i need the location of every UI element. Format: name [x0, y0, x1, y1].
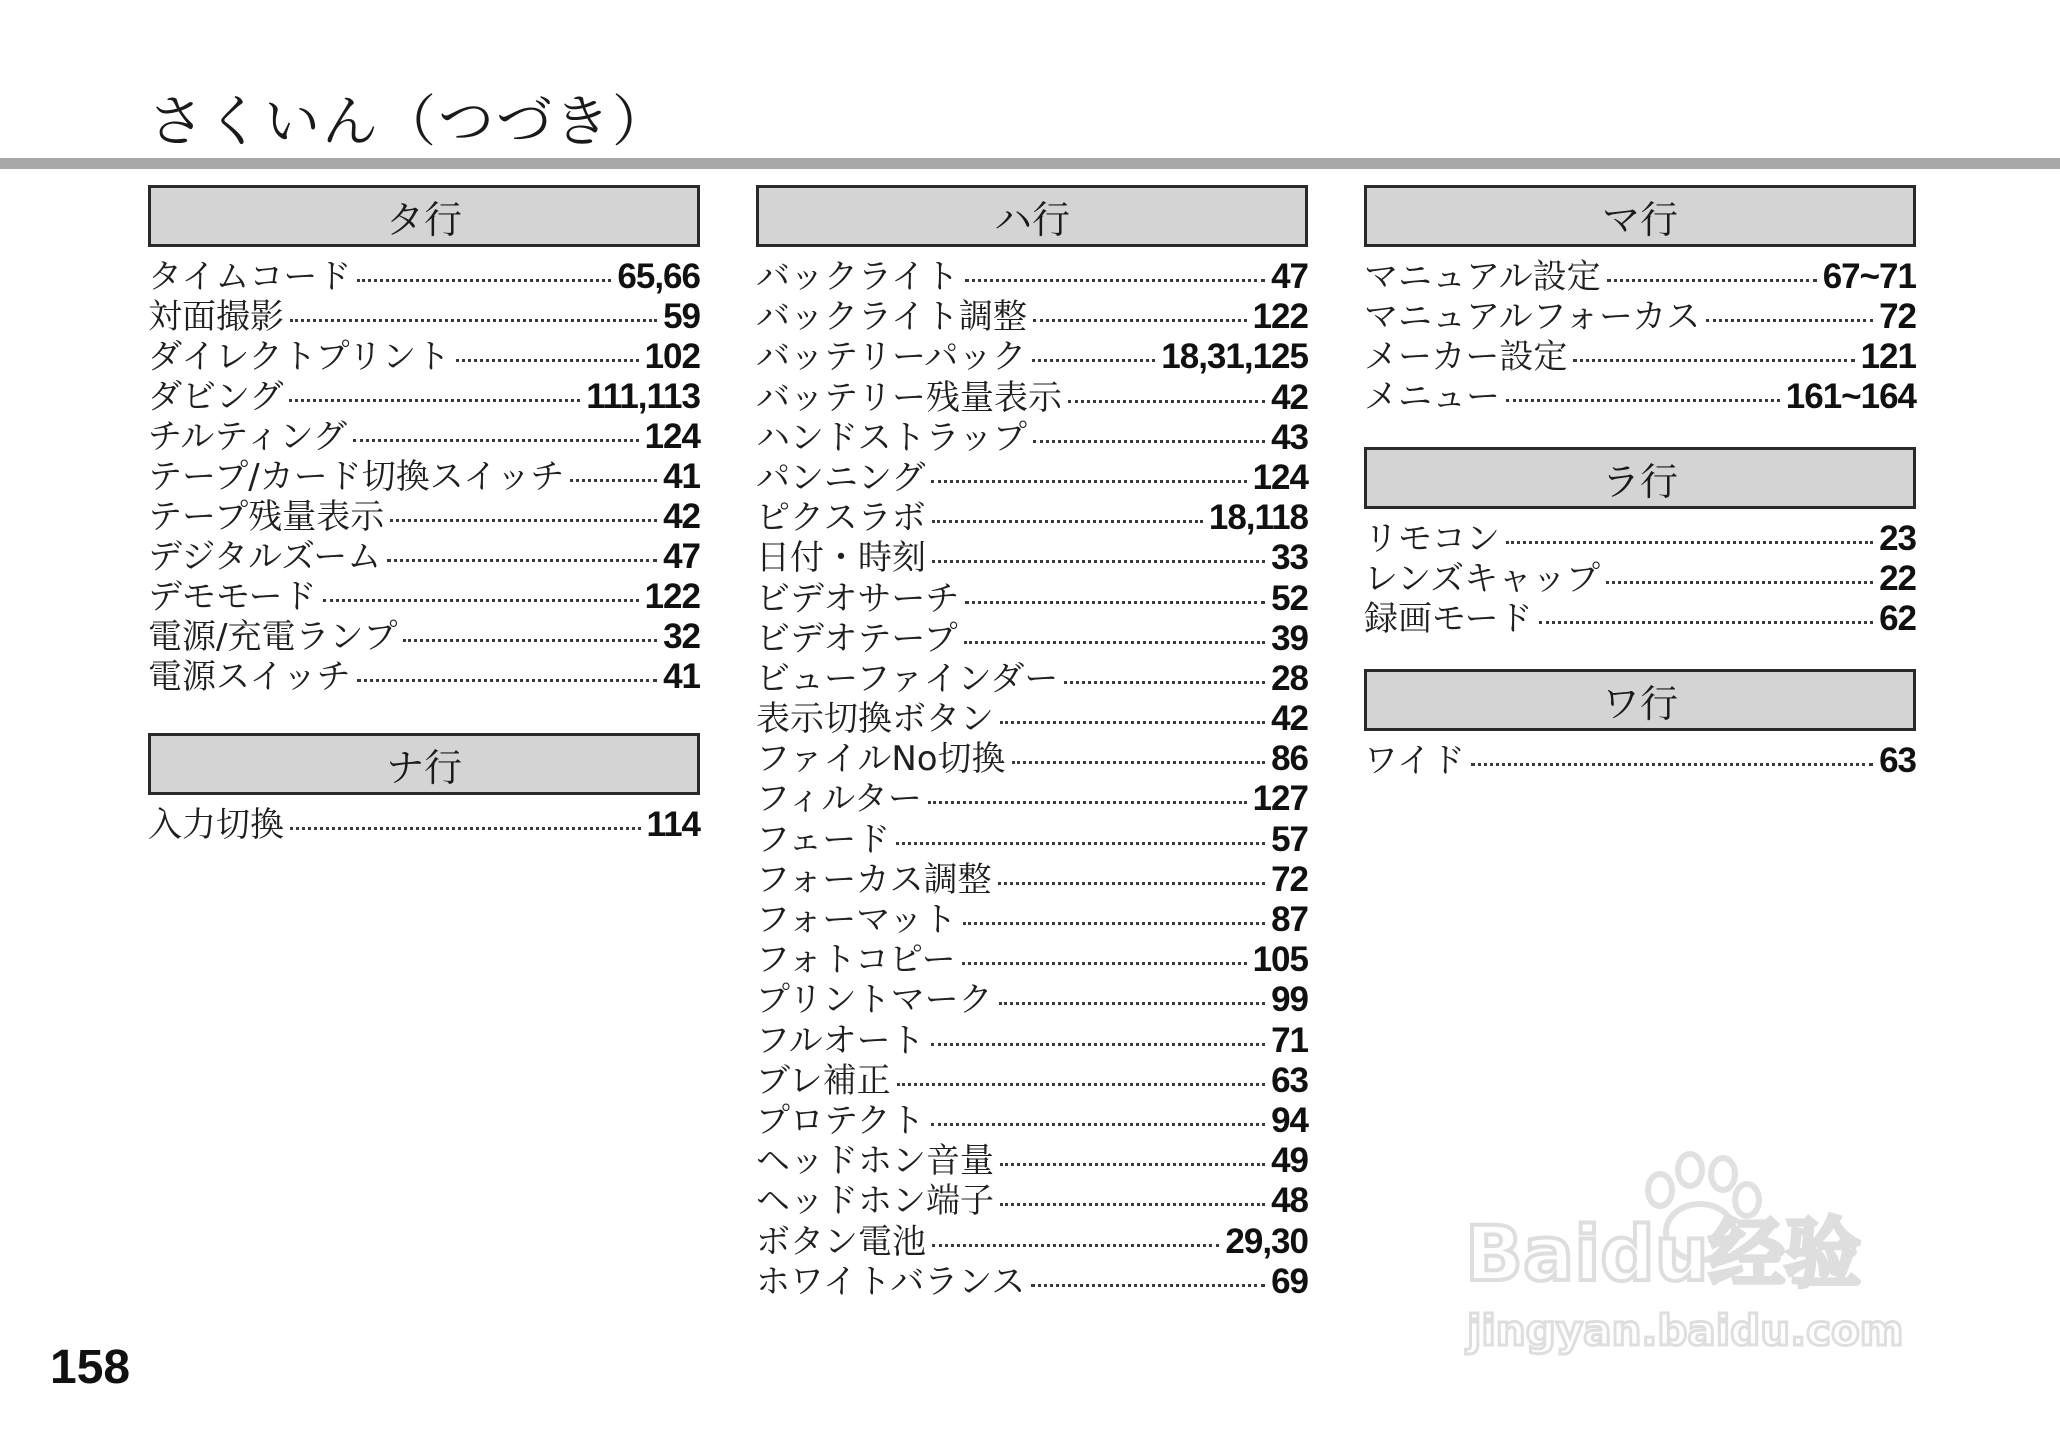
index-entry [756, 458, 1308, 498]
index-entry [148, 805, 700, 845]
dot-leader [931, 1123, 1265, 1126]
dot-leader [570, 479, 657, 482]
index-entry [756, 1061, 1308, 1101]
entry-term: バッテリー残量表示 [756, 377, 1062, 418]
index-entry [148, 417, 700, 457]
index-entry [756, 418, 1308, 458]
entry-term: マニュアルフォーカス [1364, 297, 1701, 337]
entry-term: ヘッドホン端子 [756, 1181, 994, 1222]
dot-leader [1032, 359, 1155, 362]
dot-leader [1068, 400, 1265, 403]
entry-term: 電源/充電ランプ [148, 617, 398, 657]
entry-page-number: 63 [1879, 741, 1916, 780]
entry-term: フェード [756, 819, 891, 860]
section-heading: ハ行 [756, 185, 1308, 247]
baidu-watermark-logo [1455, 1140, 1955, 1370]
entry-term: リモコン [1364, 519, 1500, 559]
entry-page-number: 47 [1271, 257, 1308, 296]
index-column-2 [756, 185, 1308, 1332]
index-entry [148, 257, 700, 297]
dot-leader [1000, 1163, 1265, 1166]
index-entry [756, 1262, 1308, 1302]
entry-list [1364, 519, 1916, 639]
entry-page-number: 72 [1879, 297, 1916, 336]
index-section [1364, 669, 1916, 781]
watermark-url: jingyan.baidu.com [1467, 1306, 1904, 1355]
watermark-brand: Baidu经验 [1465, 1209, 1861, 1298]
entry-page-number: 22 [1879, 559, 1916, 598]
dot-leader [1506, 399, 1780, 402]
entry-term: 入力切換 [148, 805, 284, 845]
dot-leader [932, 520, 1203, 523]
index-entry [148, 497, 700, 537]
entry-page-number: 67~71 [1822, 257, 1916, 296]
entry-page-number: 122 [1252, 297, 1308, 337]
entry-term: ワイド [1364, 741, 1465, 781]
index-column-1 [148, 185, 700, 875]
entry-page-number: 121 [1860, 337, 1916, 376]
dot-leader [1033, 319, 1247, 322]
index-entry [148, 657, 700, 697]
page-number: 158 [50, 1341, 131, 1394]
entry-page-number: 122 [644, 577, 700, 616]
entry-term: ブレ補正 [756, 1060, 891, 1101]
entry-page-number: 124 [644, 417, 700, 456]
entry-term: タイムコード [148, 257, 352, 297]
entry-page-number: 18,118 [1208, 498, 1308, 538]
dot-leader [1539, 621, 1873, 624]
index-column-3 [1364, 185, 1916, 811]
index-entry [756, 699, 1308, 739]
dot-leader [964, 641, 1265, 644]
index-entry [756, 779, 1308, 819]
index-entry [1364, 297, 1916, 337]
dot-leader [932, 560, 1265, 563]
index-entry [756, 297, 1308, 337]
entry-page-number: 42 [1271, 377, 1308, 417]
entry-page-number: 47 [663, 537, 700, 576]
entry-term: フォーカス調整 [756, 859, 992, 900]
index-entry [148, 537, 700, 577]
entry-page-number: 71 [1271, 1020, 1308, 1060]
dot-leader [896, 842, 1265, 845]
entry-page-number: 86 [1271, 739, 1308, 779]
entry-page-number: 62 [1879, 599, 1916, 638]
entry-term: レンズキャップ [1364, 559, 1601, 599]
dot-leader [1607, 279, 1817, 282]
index-entry [756, 860, 1308, 900]
entry-list [148, 805, 700, 845]
index-entry [756, 739, 1308, 779]
dot-leader [965, 279, 1265, 282]
entry-page-number: 63 [1271, 1060, 1308, 1100]
dot-leader [323, 599, 639, 602]
entry-page-number: 39 [1271, 618, 1308, 658]
index-section [148, 185, 700, 697]
entry-page-number: 32 [663, 617, 700, 656]
entry-page-number: 52 [1271, 578, 1308, 618]
entry-page-number: 102 [644, 337, 700, 376]
entry-page-number: 161~164 [1785, 377, 1916, 416]
index-entry [756, 1021, 1308, 1061]
entry-term: メーカー設定 [1364, 337, 1568, 377]
entry-page-number: 28 [1271, 658, 1308, 698]
entry-page-number: 65,66 [617, 257, 700, 296]
section-heading: ナ行 [148, 733, 700, 795]
index-section [148, 733, 700, 845]
entry-term: バッテリーパック [756, 337, 1027, 378]
dot-leader [1000, 1203, 1265, 1206]
dot-leader [962, 962, 1247, 965]
index-entry [756, 378, 1308, 418]
entry-term: ファイルNo切換 [756, 739, 1006, 780]
dot-leader [289, 399, 580, 402]
entry-page-number: 42 [1271, 699, 1308, 739]
index-entry [756, 498, 1308, 538]
entry-term: バックライト調整 [756, 297, 1027, 338]
entry-term: ホワイトバランス [756, 1261, 1026, 1302]
index-entry [148, 457, 700, 497]
entry-term: パンニング [756, 457, 926, 498]
index-entry [1364, 377, 1916, 417]
dot-leader [353, 439, 639, 442]
entry-term: ビデオサーチ [756, 578, 960, 619]
entry-term: ボタン電池 [756, 1221, 926, 1262]
entry-page-number: 69 [1271, 1261, 1308, 1301]
section-heading: タ行 [148, 185, 700, 247]
entry-term: ビューファインダー [756, 658, 1059, 699]
entry-term: 対面撮影 [148, 297, 284, 337]
index-entry [1364, 519, 1916, 559]
dot-leader [998, 882, 1265, 885]
entry-term: ピクスラボ [756, 498, 926, 539]
dot-leader [931, 1043, 1265, 1046]
entry-term: デモモード [148, 577, 317, 617]
entry-list [148, 257, 700, 697]
index-entry [756, 1141, 1308, 1181]
entry-term: フィルター [756, 779, 922, 820]
entry-page-number: 124 [1252, 457, 1308, 497]
entry-term: ハンドストラップ [756, 417, 1027, 458]
index-entry [756, 337, 1308, 377]
dot-leader [999, 1002, 1265, 1005]
entry-page-number: 48 [1271, 1181, 1308, 1221]
dot-leader [456, 359, 638, 362]
index-entry [756, 1181, 1308, 1221]
dot-leader [931, 480, 1246, 483]
dot-leader [290, 319, 657, 322]
dot-leader [1606, 581, 1873, 584]
dot-leader [1471, 763, 1873, 766]
entry-page-number: 111,113 [586, 377, 700, 416]
index-entry [148, 297, 700, 337]
section-heading: ワ行 [1364, 669, 1916, 731]
entry-term: ヘッドホン音量 [756, 1141, 994, 1182]
entry-term: チルティング [148, 417, 347, 457]
entry-page-number: 23 [1879, 519, 1916, 558]
entry-list [1364, 741, 1916, 781]
index-entry [756, 940, 1308, 980]
index-entry [148, 337, 700, 377]
dot-leader [1012, 761, 1266, 764]
index-entry [756, 1222, 1308, 1262]
entry-page-number: 127 [1252, 779, 1308, 819]
entry-term: ダビング [148, 377, 284, 417]
entry-page-number: 33 [1271, 538, 1308, 578]
entry-list [756, 257, 1308, 1302]
entry-page-number: 87 [1271, 900, 1308, 939]
index-entry [756, 980, 1308, 1020]
entry-term: バックライト [756, 257, 959, 297]
dot-leader [1506, 541, 1873, 544]
entry-term: テープ残量表示 [148, 497, 385, 537]
entry-page-number: 57 [1271, 819, 1308, 859]
entry-term: 表示切換ボタン [756, 699, 994, 740]
dot-leader [1064, 681, 1265, 684]
entry-term: メニュー [1364, 377, 1500, 417]
dot-leader [290, 827, 641, 830]
entry-page-number: 41 [663, 457, 700, 496]
page-title: さくいん（つづき） [148, 90, 670, 155]
title-rule [0, 158, 2060, 169]
dot-leader [1000, 721, 1265, 724]
dot-leader [1573, 359, 1854, 362]
entry-term: 日付・時刻 [756, 538, 926, 579]
dot-leader [390, 519, 657, 522]
section-heading: ラ行 [1364, 447, 1916, 509]
entry-page-number: 49 [1271, 1141, 1308, 1181]
dot-leader [965, 601, 1265, 604]
dot-leader [387, 559, 657, 562]
entry-page-number: 59 [663, 297, 700, 336]
entry-term: プロテクト [756, 1100, 925, 1141]
entry-page-number: 43 [1271, 417, 1308, 457]
entry-term: フルオート [756, 1020, 925, 1061]
index-entry [756, 820, 1308, 860]
entry-term: フォーマット [756, 900, 957, 940]
entry-page-number: 94 [1271, 1100, 1308, 1140]
dot-leader [403, 639, 657, 642]
index-entry [1364, 559, 1916, 599]
index-entry [756, 1101, 1308, 1141]
index-section [1364, 447, 1916, 639]
dot-leader [1033, 440, 1265, 443]
entry-page-number: 72 [1271, 859, 1308, 899]
entry-term: デジタルズーム [148, 537, 382, 577]
section-heading: マ行 [1364, 185, 1916, 247]
entry-term: プリントマーク [756, 980, 993, 1021]
entry-term: テープ/カード切換スイッチ [148, 457, 565, 497]
entry-page-number: 99 [1271, 980, 1308, 1020]
index-section [756, 185, 1308, 1302]
dot-leader [928, 801, 1247, 804]
entry-term: 録画モード [1364, 599, 1533, 639]
index-entry [756, 579, 1308, 619]
index-entry [756, 538, 1308, 578]
entry-page-number: 42 [663, 497, 700, 536]
entry-page-number: 114 [646, 805, 700, 844]
entry-page-number: 41 [663, 657, 700, 696]
dot-leader [897, 1083, 1265, 1086]
entry-page-number: 29,30 [1225, 1221, 1308, 1261]
dot-leader [963, 922, 1265, 925]
entry-term: ダイレクトプリント [148, 337, 451, 377]
index-entry [1364, 599, 1916, 639]
index-entry [1364, 257, 1916, 297]
entry-page-number: 18,31,125 [1161, 337, 1308, 377]
index-entry [756, 900, 1308, 940]
index-entry [148, 377, 700, 417]
dot-leader [1031, 1284, 1265, 1287]
index-entry [148, 577, 700, 617]
entry-list [1364, 257, 1916, 417]
entry-term: フォトコピー [756, 940, 956, 981]
index-section [1364, 185, 1916, 417]
dot-leader [932, 1244, 1219, 1247]
dot-leader [357, 679, 657, 682]
entry-term: マニュアル設定 [1364, 257, 1601, 297]
dot-leader [1706, 319, 1873, 322]
index-entry [756, 619, 1308, 659]
index-entry [1364, 741, 1916, 781]
index-entry [148, 617, 700, 657]
entry-page-number: 105 [1252, 940, 1308, 980]
entry-term: ビデオテープ [756, 618, 958, 659]
index-entry [756, 257, 1308, 297]
index-entry [756, 659, 1308, 699]
entry-term: 電源スイッチ [148, 657, 351, 697]
dot-leader [357, 279, 611, 282]
index-entry [1364, 337, 1916, 377]
